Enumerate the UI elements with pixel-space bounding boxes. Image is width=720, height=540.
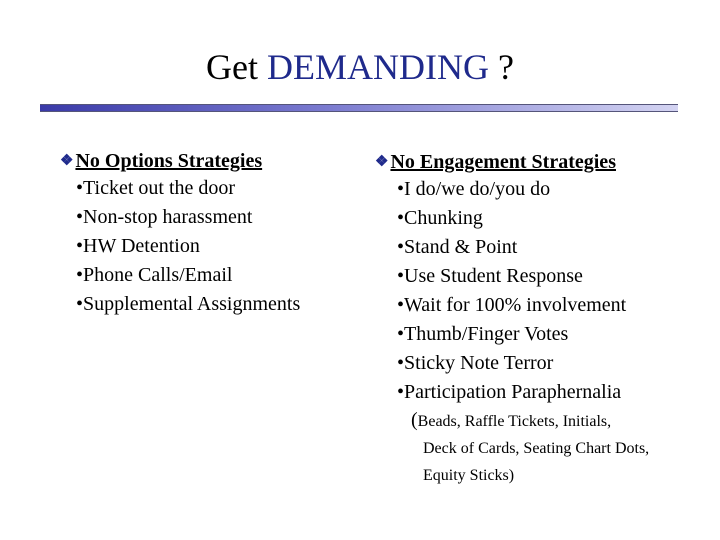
title-accent: DEMANDING (267, 47, 489, 87)
bullet-icon: • (397, 265, 405, 287)
bullet-icon: • (76, 206, 84, 228)
bullet-icon: • (76, 293, 84, 315)
list-item-text: Non-stop harassment (83, 206, 253, 228)
bullet-icon: • (76, 235, 84, 257)
bullet-icon: • (397, 294, 405, 316)
list-item-text: I do/we do/you do (404, 178, 551, 200)
list-item-text: Sticky Note Terror (404, 352, 554, 374)
list-item (397, 291, 695, 320)
list-item (397, 378, 695, 407)
paraphernalia-note-line-3: Equity Sticks) (423, 467, 515, 484)
left-list (60, 174, 370, 319)
list-item (76, 290, 370, 319)
list-item-text: Ticket out the door (83, 177, 236, 199)
list-item (397, 204, 695, 233)
title-suffix: ? (488, 47, 514, 87)
list-item-text: Use Student Response (404, 265, 583, 287)
bullet-icon: • (76, 264, 84, 286)
list-item (76, 203, 370, 232)
bullet-icon: • (397, 323, 405, 345)
bullet-icon: • (397, 352, 405, 374)
bullet-icon: • (397, 207, 405, 229)
list-item-text: Chunking (404, 207, 483, 229)
list-item (397, 175, 695, 204)
right-heading-label: No Engagement Strategies (390, 151, 616, 173)
diamond-bullet-icon: ❖ (375, 154, 389, 170)
list-item-text: Thumb/Finger Votes (404, 323, 569, 345)
title-prefix: Get (206, 47, 267, 87)
list-item-text: Wait for 100% involvement (404, 294, 627, 316)
list-item (76, 261, 370, 290)
bullet-icon: • (397, 236, 405, 258)
list-item-text: Supplemental Assignments (83, 293, 301, 315)
diamond-bullet-icon: ❖ (60, 153, 74, 169)
left-heading-label: No Options Strategies (75, 150, 263, 172)
note-open-paren: ( (411, 409, 418, 431)
list-item (397, 262, 695, 291)
right-heading (375, 149, 695, 175)
list-item (397, 233, 695, 262)
left-heading (60, 148, 370, 174)
right-list (375, 175, 695, 407)
slide-title (0, 44, 720, 90)
bullet-icon: • (397, 381, 405, 403)
bullet-icon: • (397, 178, 405, 200)
right-column (375, 149, 695, 489)
list-item-text: HW Detention (83, 235, 200, 257)
list-item-text: Stand & Point (404, 236, 518, 258)
note-text-1: Beads, Raffle Tickets, Initials, (417, 413, 612, 430)
list-item (397, 320, 695, 349)
list-item-text: Participation Paraphernalia (404, 381, 622, 403)
left-column (60, 148, 370, 319)
list-item-text: Phone Calls/Email (83, 264, 233, 286)
bullet-icon: • (76, 177, 84, 199)
paraphernalia-note-line-2: Deck of Cards, Seating Chart Dots, (423, 440, 650, 457)
list-item (397, 349, 695, 378)
list-item (76, 232, 370, 261)
title-divider (40, 104, 678, 112)
paraphernalia-note-line-1 (411, 407, 695, 435)
list-item (76, 174, 370, 203)
